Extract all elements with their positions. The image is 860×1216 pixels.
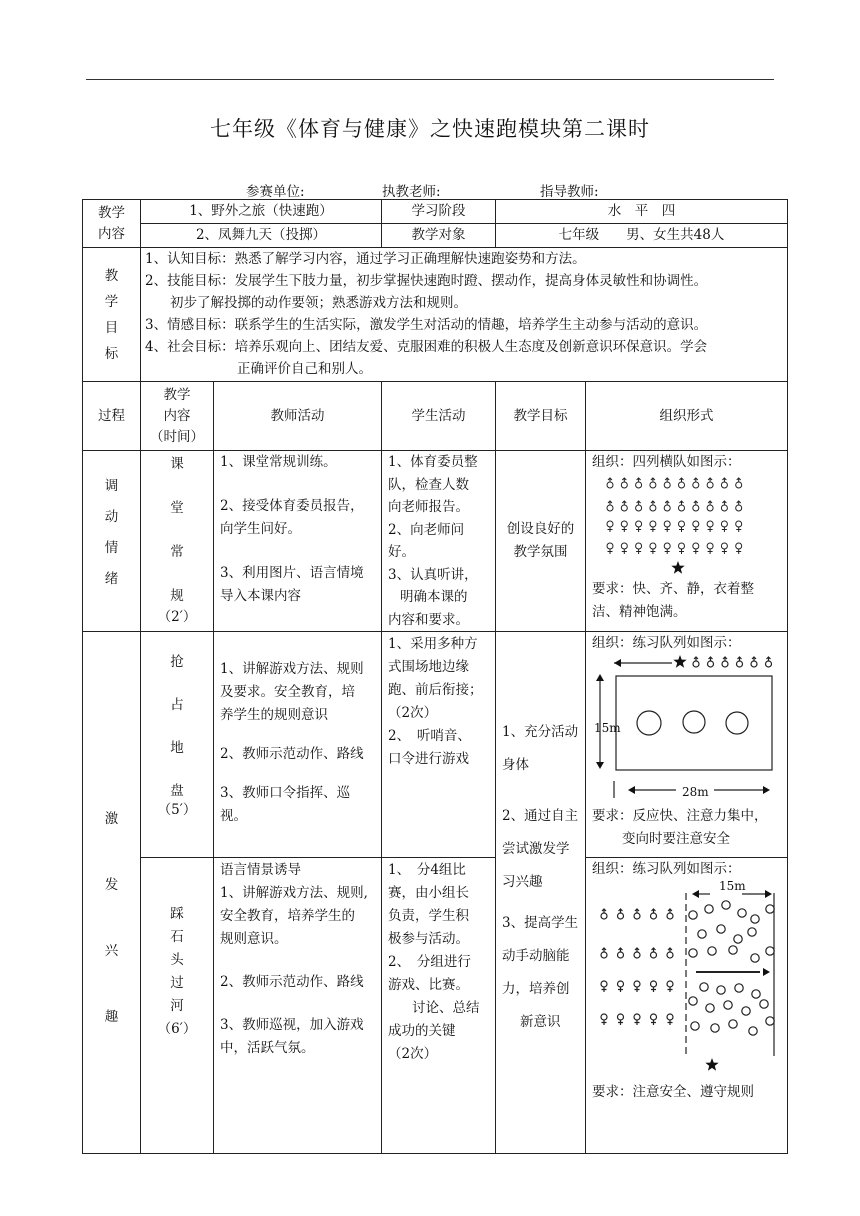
org-s1 [586, 451, 788, 632]
male-student-icon [722, 661, 728, 667]
male-student-icon [667, 913, 673, 919]
teacher-s1: 1、课堂常规训练。 2、接受体育委员报告， 向学生问好。 3、利用图片、语言情境 导入本课内容 [214, 451, 382, 632]
student-s1: 1、体育委员整 队，检查人数 向老师报告。 2、向老师问 好。 3、认真听讲， 明确本课的 内容和要求。 [382, 451, 496, 632]
female-student-icon [664, 521, 670, 527]
process-s1: 调 动 情 绪 [83, 451, 141, 632]
teacher-star-icon [705, 1058, 718, 1071]
goal-s2-s3: 1、充分活动 身体 2、通过自主 尝试激发学 习兴趣 3、提高学生 动手动脑能 力，培养创 新意识 [496, 632, 586, 1154]
org-s3-req: 要求：注意安全、遵守规则 [592, 1084, 754, 1100]
target-label: 教学对象 [382, 224, 496, 248]
female-student-icon [736, 543, 742, 549]
male-student-icon [651, 913, 657, 919]
male-student-icon [618, 913, 624, 919]
male-student-icon [693, 661, 699, 667]
male-student-icon [664, 482, 670, 488]
org-s1-req-1: 要求：快、齐、静，衣着整 [592, 581, 754, 597]
male-student-icon [607, 482, 613, 488]
female-student-icon [693, 521, 699, 527]
meta-teacher: 执教老师: [382, 184, 441, 200]
female-student-icon [667, 1014, 673, 1020]
stone-icon [689, 949, 697, 957]
goal-line: 初步了解投掷的动作要领；熟悉游戏方法和规则。 [170, 295, 467, 311]
org-s1-req-2: 洁、精神饱满。 [592, 604, 687, 620]
stone-icon [734, 935, 742, 943]
female-student-icon [721, 543, 727, 549]
stone-icon [751, 954, 759, 962]
process-s2: 激 发 兴 趣 [83, 632, 141, 1154]
male-student-icon [650, 482, 656, 488]
stage-label: 学习阶段 [382, 200, 496, 224]
female-student-icon [636, 543, 642, 549]
arrow-head [692, 890, 699, 898]
stone-icon [742, 1007, 750, 1015]
org-s3-title: 组织：练习队列如图示： [592, 861, 741, 877]
stone-icon [722, 901, 730, 909]
female-student-icon [651, 981, 657, 987]
stone-icon [735, 984, 743, 992]
male-student-icon [636, 482, 642, 488]
male-student-icon [667, 952, 673, 958]
female-student-icon [621, 543, 627, 549]
male-student-icon [618, 952, 624, 958]
meta-guide: 指导教师: [540, 184, 599, 200]
col-goal: 教学目标 [496, 382, 586, 451]
male-student-icon [708, 661, 714, 667]
stone-icon [706, 1004, 714, 1012]
goal-line: 2、技能目标：发展学生下肢力量，初步掌握快速跑时蹬、摆动作，提高身体灵敏性和协调性。 [145, 273, 708, 289]
stage-value: 水 平 四 [496, 200, 788, 224]
male-student-icon [601, 913, 607, 919]
female-student-icon [634, 981, 640, 987]
arrow-head [596, 762, 604, 769]
female-student-icon [607, 543, 613, 549]
dim-28m-label: 28m [682, 785, 709, 799]
male-student-icon [679, 482, 685, 488]
stone-icon [724, 1001, 732, 1009]
goal-line: 正确评价自己和别人。 [237, 361, 372, 377]
arrow-head [628, 786, 635, 794]
stone-icon [766, 905, 774, 913]
female-student-icon [601, 981, 607, 987]
org-s3 [586, 858, 788, 1154]
content-s1: 课 堂 常 规 （2′） [141, 451, 214, 632]
dim-15m-top-label: 15m [719, 881, 746, 893]
female-student-icon [618, 1014, 624, 1020]
stone-icon [729, 946, 737, 954]
male-student-icon [679, 505, 685, 511]
teacher-s3: 语言情景诱导 1、讲解游戏方法、规则, 安全教育，培养学生的 规则意识。 2、教师示范动作、路线 3、教师巡视，加入游戏 中，活跃气氛。 [214, 858, 382, 1154]
stone-icon [705, 905, 713, 913]
male-student-icon [651, 952, 657, 958]
female-student-icon [621, 521, 627, 527]
target-value: 七年级 男、女生共48人 [496, 224, 788, 248]
male-student-icon [737, 661, 743, 667]
top-rule [86, 79, 774, 80]
content-s3: 踩 石 头 过 河 （6′） [141, 858, 214, 1154]
stone-icon [717, 925, 725, 933]
female-student-icon [618, 981, 624, 987]
female-student-icon [707, 521, 713, 527]
dim-15m-label: 15m [594, 721, 621, 735]
meta-unit: 参赛单位: [246, 184, 305, 200]
male-student-icon [621, 482, 627, 488]
stone-icon [708, 947, 716, 955]
stone-icon [752, 990, 760, 998]
male-student-icon [634, 913, 640, 919]
male-student-icon [607, 505, 613, 511]
student-s3: 1、 分4组比 赛，由小组长 负责，学生积 极参与活动。 2、 分组进行 游戏、比赛。 讨论、总结 成功的关键 （2次） [382, 858, 496, 1154]
target-circle [637, 711, 661, 735]
male-student-icon [693, 505, 699, 511]
stone-icon [760, 1000, 768, 1008]
female-student-icon [650, 543, 656, 549]
female-student-icon [736, 521, 742, 527]
stone-icon [749, 1027, 757, 1035]
content-item-2: 2、凤舞九天（投掷） [141, 224, 382, 248]
male-student-icon [766, 661, 772, 667]
female-student-icon [607, 521, 613, 527]
arrow-head [596, 674, 604, 681]
male-student-icon [621, 505, 627, 511]
goal-s1: 创设良好的 教学氛围 [496, 451, 586, 632]
target-circle [683, 711, 705, 733]
col-teacher: 教师活动 [214, 382, 382, 451]
col-process: 过程 [83, 382, 141, 451]
arrow-head [763, 786, 770, 794]
male-student-icon [650, 505, 656, 511]
col-content: 教学 内容 （时间） [141, 382, 214, 451]
stone-icon [689, 911, 697, 919]
content-item-1: 1、野外之旅（快速跑） [141, 200, 382, 224]
stone-icon [700, 983, 708, 991]
female-student-icon [601, 1014, 607, 1020]
stone-icon [751, 915, 759, 923]
female-student-icon [651, 1014, 657, 1020]
stone-icon [748, 928, 756, 936]
male-student-icon [707, 482, 713, 488]
male-student-icon [664, 505, 670, 511]
male-student-icon [721, 505, 727, 511]
male-student-icon [721, 482, 727, 488]
female-student-icon [664, 543, 670, 549]
org-s1-title: 组织：四列横队如图示： [592, 454, 741, 470]
stone-icon [717, 986, 725, 994]
male-student-icon [636, 505, 642, 511]
goal-line: 1、认知目标：熟悉了解学习内容，通过学习正确理解快速跑姿势和方法。 [145, 251, 586, 267]
content-label: 教学 内容 [83, 200, 141, 248]
stone-icon [711, 1024, 719, 1032]
river-crossing-diagram [592, 881, 787, 1081]
org-s2-req-1: 要求：反应快、注意力集中， [592, 808, 768, 824]
male-student-icon [707, 505, 713, 511]
org-s2-req-2: 变向时要注意安全 [622, 831, 730, 847]
goal-line: 3、情感目标：联系学生的生活实际，激发学生对活动的情趣，培养学生主动参与活动的意识。 [145, 317, 708, 333]
female-student-icon [721, 521, 727, 527]
female-student-icon [634, 1014, 640, 1020]
stone-icon [766, 1017, 774, 1025]
teacher-star-icon [671, 561, 684, 574]
stone-icon [766, 947, 774, 955]
four-row-formation-diagram [592, 474, 787, 578]
male-student-icon [601, 952, 607, 958]
stone-icon [738, 909, 746, 917]
male-student-icon [736, 505, 742, 511]
teacher-star-icon [673, 655, 686, 668]
arrow-head [614, 659, 621, 667]
student-s2: 1、采用多种方 式围场地边缘 跑、前后衔接； （2次） 2、 听哨音、 口令进行游戏 [382, 632, 496, 858]
stone-icon [729, 1020, 737, 1028]
field-diagram [592, 655, 787, 805]
col-student: 学生活动 [382, 382, 496, 451]
female-student-icon [679, 543, 685, 549]
org-s2-title: 组织：练习队列如图示： [592, 635, 741, 651]
stone-icon [691, 1022, 699, 1030]
female-student-icon [679, 521, 685, 527]
stone-icon [689, 997, 697, 1005]
arrow-head [763, 968, 770, 976]
goal-line: 4、社会目标：培养乐观向上、团结友爱、克服困难的积极人生态度及创新意识环保意识。学会 [145, 339, 708, 355]
female-student-icon [667, 981, 673, 987]
female-student-icon [636, 521, 642, 527]
col-org: 组织形式 [586, 382, 788, 451]
goals-content [141, 248, 788, 382]
stone-icon [698, 930, 706, 938]
org-s2 [586, 632, 788, 858]
page-title: 七年级《体育与健康》之快速跑模块第二课时 [210, 117, 650, 141]
arrow-head [765, 890, 772, 898]
female-student-icon [693, 543, 699, 549]
male-student-icon [634, 952, 640, 958]
target-circle [726, 712, 748, 734]
lesson-table [82, 199, 788, 1154]
goals-label: 教 学 目 标 [83, 248, 141, 382]
female-student-icon [650, 521, 656, 527]
male-student-icon [751, 661, 757, 667]
female-student-icon [707, 543, 713, 549]
male-student-icon [736, 482, 742, 488]
teacher-s2: 1、讲解游戏方法、规则 及要求。安全教育，培 养学生的规则意识 2、教师示范动作、路线 3、教师口令指挥、巡视。 [214, 632, 382, 858]
male-student-icon [693, 482, 699, 488]
content-s2: 抢 占 地 盘 （5′） [141, 632, 214, 858]
